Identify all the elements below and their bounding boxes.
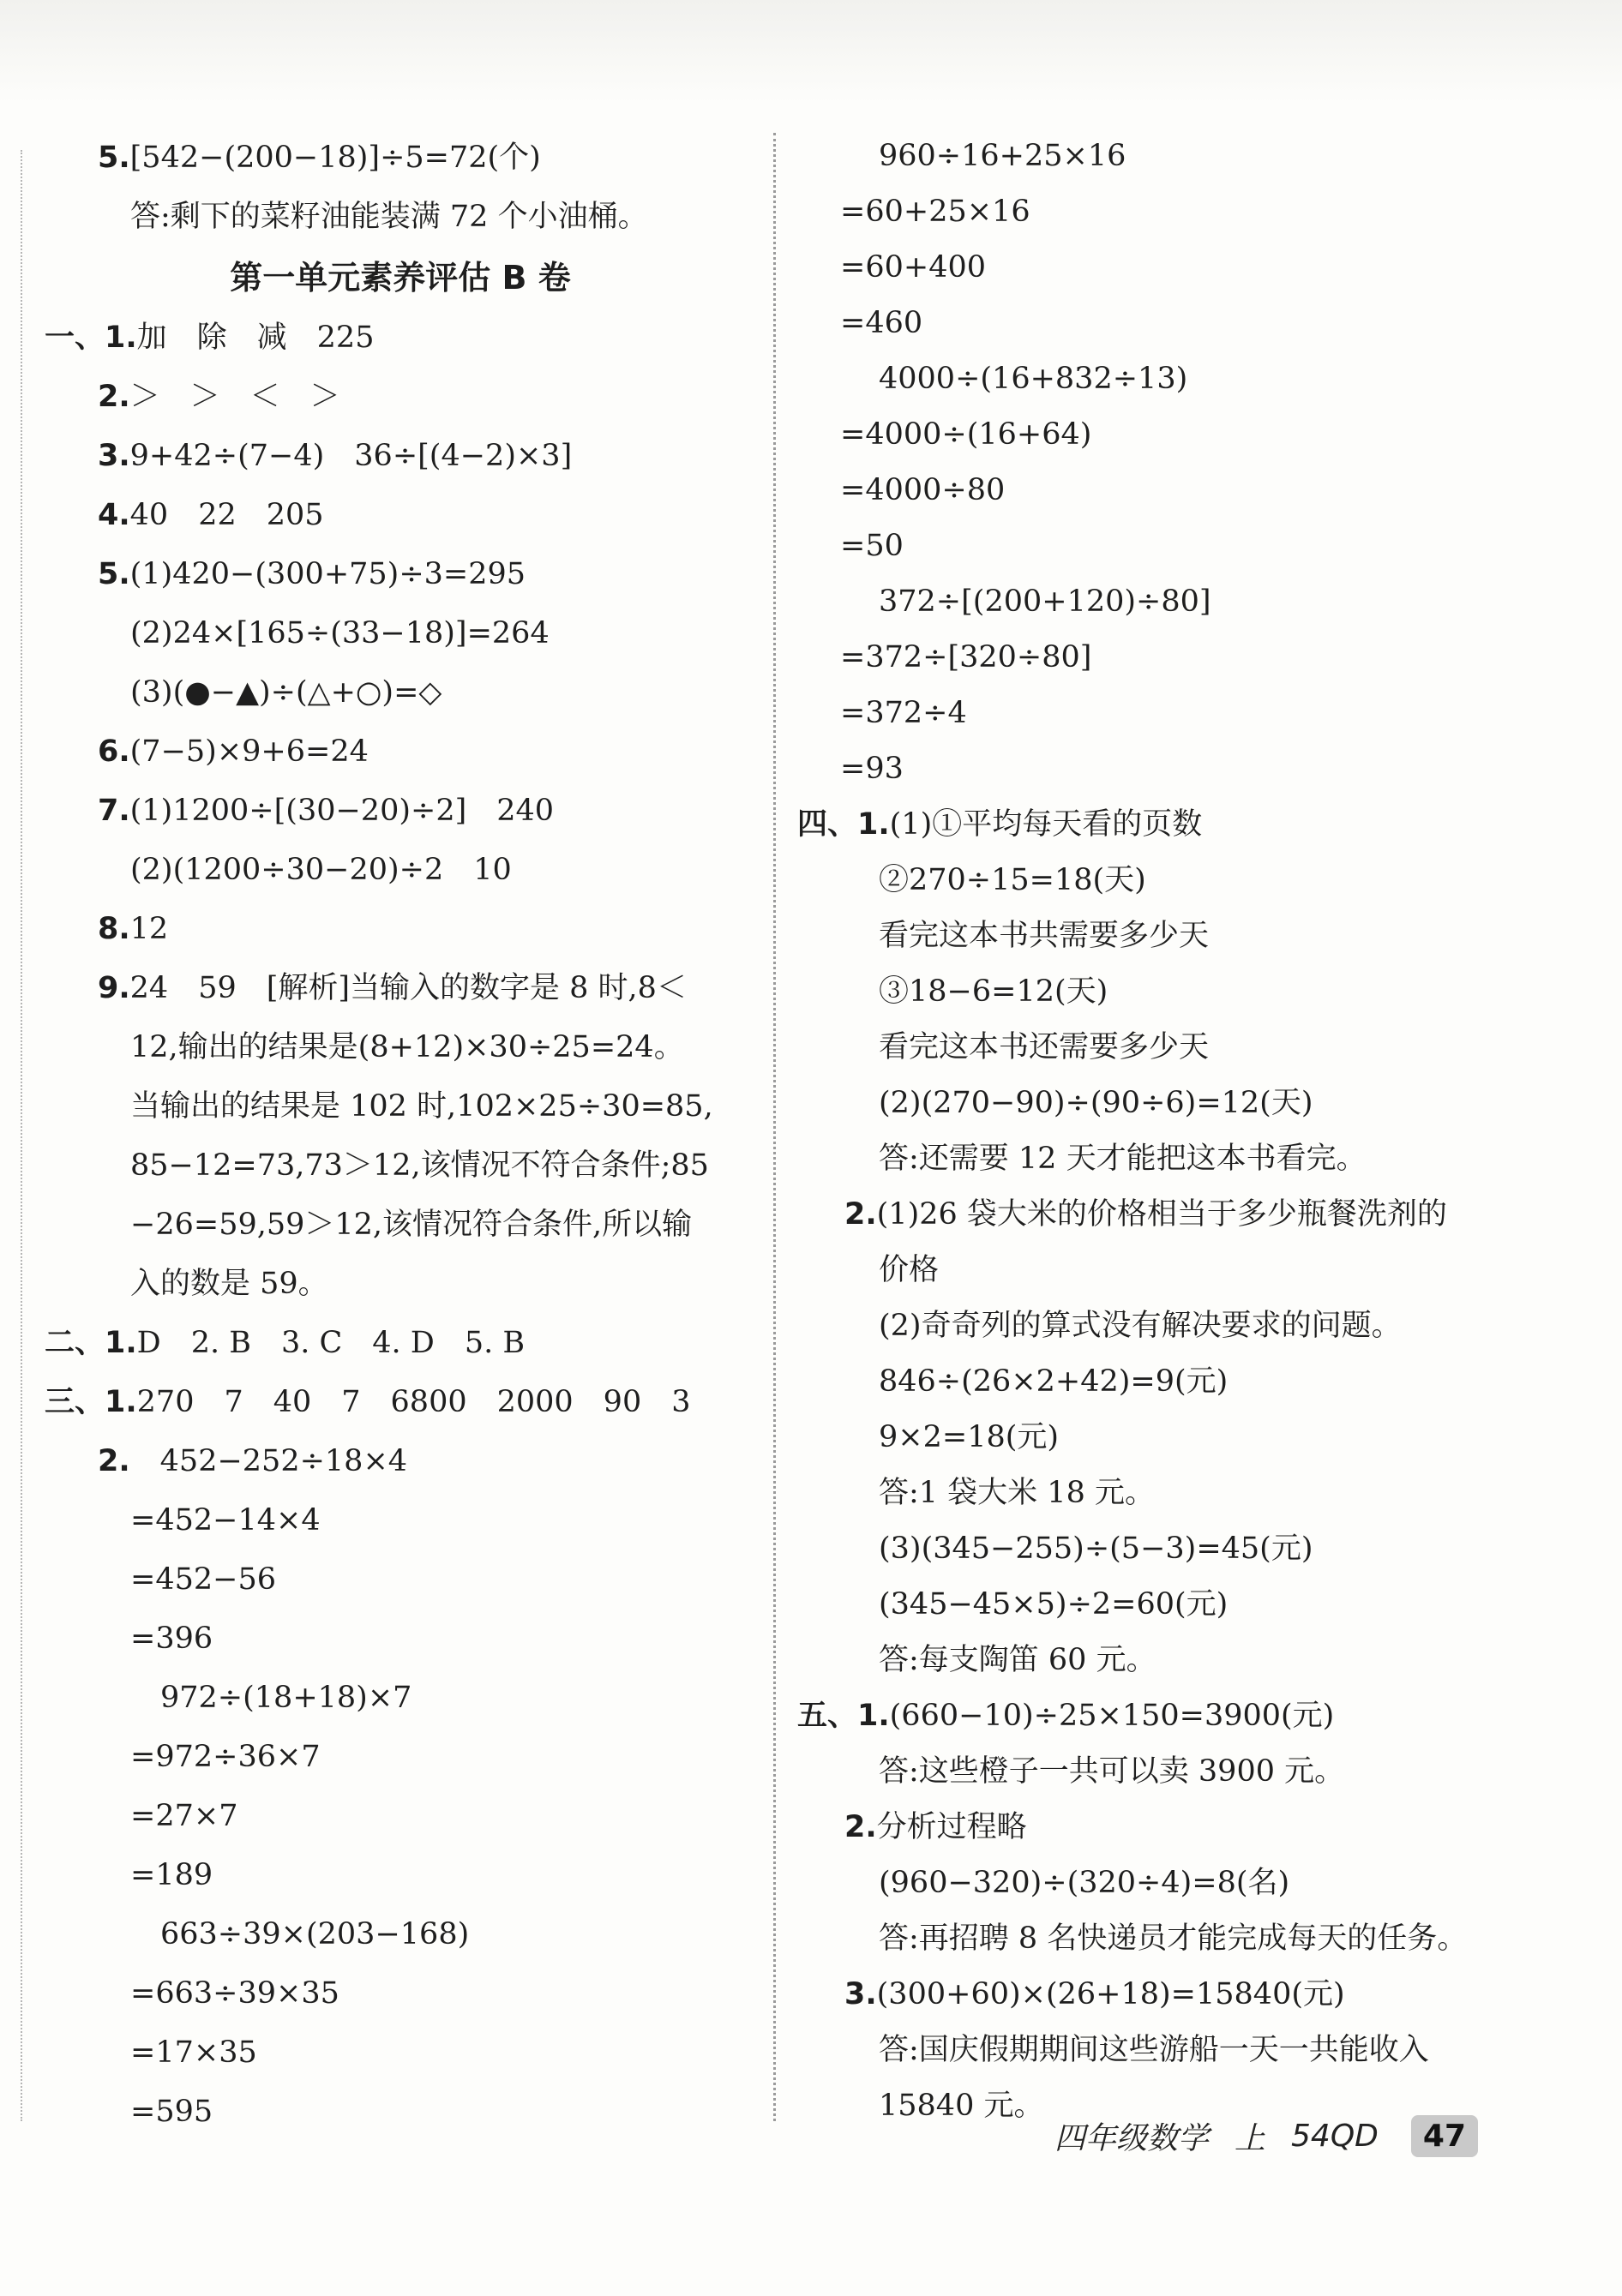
answer-line (45, 782, 756, 841)
answer-text: ③18−6=12(天) (879, 974, 1108, 1009)
answer-line (797, 1020, 1500, 1076)
answer-text: 846÷(26×2+42)=9(元) (879, 1364, 1229, 1399)
answer-text: =27×7 (130, 1799, 238, 1833)
answer-text: =372÷4 (840, 696, 967, 730)
answer-line (45, 959, 756, 1018)
answer-line (797, 1911, 1500, 1967)
answer-text: 15840 元。 (879, 2089, 1044, 2123)
answer-line (797, 908, 1500, 964)
answer-text: =972÷36×7 (130, 1740, 321, 1774)
answer-text: =460 (840, 306, 923, 340)
answer-line (797, 351, 1500, 407)
answer-text: 看完这本书还需要多少天 (879, 1030, 1210, 1064)
answer-text: (2)奇奇列的算式没有解决要求的问题。 (879, 1309, 1402, 1343)
answer-text: 价格 (879, 1253, 940, 1287)
answer-text: =595 (130, 2095, 213, 2129)
answer-text: 270 7 40 7 6800 2000 90 3 (136, 1385, 691, 1419)
answer-line (45, 309, 756, 368)
answer-text: 9×2=18(元) (879, 1420, 1060, 1454)
answer-text: 4000÷(16+832÷13) (879, 362, 1188, 396)
answer-line (45, 188, 756, 247)
item-number: 五、1. (797, 1699, 890, 1733)
answer-line (797, 1800, 1500, 1855)
answer-text: 答:1 袋大米 18 元。 (879, 1476, 1155, 1510)
answer-text: (7−5)×9+6=24 (129, 734, 369, 769)
answer-line (45, 722, 756, 782)
answer-line (797, 797, 1500, 853)
item-number: 8. (98, 912, 130, 946)
item-number: 2. (844, 1197, 877, 1232)
answer-text: (3)(●−▲)÷(△+○)=◇ (130, 675, 442, 710)
answer-text: 85−12=73,73＞12,该情况不符合条件;85 (130, 1148, 709, 1183)
section-heading: 第一单元素养评估 B 卷 (230, 259, 571, 297)
answer-text: 答:剩下的菜籽油能装满 72 个小油桶。 (130, 200, 648, 234)
answer-line (797, 1298, 1500, 1354)
answer-line (797, 2023, 1500, 2078)
item-number: 2. (844, 1810, 877, 1844)
answer-line (45, 1018, 756, 1077)
answer-line (45, 1846, 756, 1905)
item-number: 5. (98, 557, 130, 591)
item-number: 一、1. (45, 321, 137, 355)
answer-text: 9+42÷(7−4) 36÷[(4−2)×3] (129, 439, 573, 473)
answer-text: 663÷39×(203−168) (160, 1917, 470, 1951)
answer-text: 答:每支陶笛 60 元。 (879, 1643, 1156, 1677)
answer-line (797, 463, 1500, 519)
answer-text: 960÷16+25×16 (879, 139, 1126, 173)
answer-line (797, 407, 1500, 463)
answer-text: =60+25×16 (840, 195, 1030, 229)
answer-line (45, 900, 756, 959)
answer-text: =60+400 (840, 250, 986, 285)
answer-text: (660−10)÷25×150=3900(元) (889, 1699, 1335, 1733)
answer-line (797, 296, 1500, 351)
answer-line (797, 574, 1500, 630)
answer-text: 12,输出的结果是(8+12)×30÷25=24。 (130, 1030, 684, 1064)
footer-volume: 上 (1235, 2120, 1266, 2156)
answer-line (45, 368, 756, 427)
answer-text: (2)(1200÷30−20)÷2 10 (130, 853, 512, 887)
item-number: 6. (98, 734, 130, 769)
answer-line (797, 1521, 1500, 1577)
answer-line (797, 1744, 1500, 1800)
right-column (797, 129, 1500, 2134)
answer-text: (3)(345−255)÷(5−3)=45(元) (879, 1532, 1313, 1566)
answer-text: (1)1200÷[(30−20)÷2] 240 (129, 794, 555, 828)
answer-line (797, 686, 1500, 741)
answer-text: (1)①平均每天看的页数 (889, 807, 1203, 842)
answer-text: (960−320)÷(320÷4)=8(名) (879, 1866, 1290, 1900)
item-number: 3. (844, 1977, 877, 2011)
answer-text: 当输出的结果是 102 时,102×25÷30=85, (130, 1089, 713, 1124)
answer-text: [542−(200−18)]÷5=72(个) (129, 141, 541, 175)
answer-line (45, 1787, 756, 1846)
answer-text: (2)(270−90)÷(90÷6)=12(天) (879, 1086, 1313, 1120)
answer-text: 452−252÷18×4 (129, 1444, 408, 1478)
answer-line (45, 2023, 756, 2083)
answer-text: 12 (129, 912, 169, 946)
answer-text: ＞ ＞ ＜ ＞ (129, 380, 340, 414)
answer-line (45, 1669, 756, 1728)
answer-text: =4000÷(16+64) (840, 417, 1092, 452)
answer-text: 372÷[(200+120)÷80] (879, 584, 1211, 619)
answer-line (45, 2083, 756, 2142)
answer-line (45, 486, 756, 545)
answer-text: 看完这本书共需要多少天 (879, 919, 1210, 953)
answer-line (797, 1243, 1500, 1298)
answer-text: −26=59,59＞12,该情况符合条件,所以输 (130, 1208, 693, 1242)
answer-text: =50 (840, 529, 904, 563)
item-number: 9. (98, 971, 130, 1005)
answer-line (797, 1633, 1500, 1688)
answer-text: 加 除 减 225 (136, 321, 375, 355)
page-top-shading (0, 0, 1622, 103)
answer-text: =4000÷80 (840, 473, 1006, 507)
answer-text: 40 22 205 (129, 498, 324, 532)
answer-line (45, 1964, 756, 2023)
answer-text: =93 (840, 752, 904, 786)
answer-text: (345−45×5)÷2=60(元) (879, 1587, 1229, 1622)
binding-edge-dots (21, 150, 22, 2121)
answer-line (797, 964, 1500, 1020)
answer-line (797, 519, 1500, 574)
answer-line (45, 1491, 756, 1550)
answer-text: =396 (130, 1622, 213, 1656)
answer-line (797, 1688, 1500, 1744)
page-number: 47 (1411, 2115, 1478, 2157)
answer-line (797, 1131, 1500, 1187)
answer-line (45, 663, 756, 722)
item-number: 3. (98, 439, 130, 473)
answer-text: =17×35 (130, 2035, 257, 2070)
answer-text: 972÷(18+18)×7 (160, 1681, 412, 1715)
item-number: 三、1. (45, 1385, 137, 1419)
item-number: 四、1. (797, 807, 890, 842)
answer-line (45, 545, 756, 604)
answer-text: 入的数是 59。 (130, 1267, 328, 1301)
answer-text: (1)26 袋大米的价格相当于多少瓶餐洗剂的 (876, 1197, 1447, 1232)
answer-line (45, 604, 756, 663)
item-number: 5. (98, 141, 130, 175)
answer-line (45, 1728, 756, 1787)
answer-line (797, 1577, 1500, 1633)
answer-line (797, 1076, 1500, 1131)
answer-line (45, 1373, 756, 1432)
answer-line (797, 129, 1500, 184)
answer-line (797, 853, 1500, 908)
answer-line (45, 427, 756, 486)
answer-text: D 2. B 3. C 4. D 5. B (136, 1326, 526, 1360)
answer-text: 答:这些橙子一共可以卖 3900 元。 (879, 1754, 1345, 1789)
item-number: 2. (98, 380, 130, 414)
answer-line (797, 1967, 1500, 2023)
answer-line (45, 1432, 756, 1491)
answer-text: 分析过程略 (876, 1810, 1027, 1844)
answer-text: 答:还需要 12 天才能把这本书看完。 (879, 1142, 1367, 1176)
answer-line (45, 1196, 756, 1255)
item-number: 7. (98, 794, 130, 828)
item-number: 二、1. (45, 1326, 137, 1360)
left-column (45, 129, 756, 2142)
answer-text: =189 (130, 1858, 213, 1892)
answer-line (797, 741, 1500, 797)
answer-text: (2)24×[165÷(33−18)]=264 (130, 616, 550, 650)
footer-book-title: 四年级数学 (1054, 2120, 1210, 2156)
answer-line (797, 1410, 1500, 1466)
answer-text: =372÷[320÷80] (840, 640, 1092, 674)
answer-line (45, 1136, 756, 1196)
answer-line (45, 1550, 756, 1610)
answer-text: 答:国庆假期期间这些游船一天一共能收入 (879, 2033, 1429, 2067)
answer-line (45, 1610, 756, 1669)
answer-text: (300+60)×(26+18)=15840(元) (876, 1977, 1345, 2011)
answer-text: =452−56 (130, 1562, 276, 1597)
footer-code: 54QD (1291, 2118, 1379, 2154)
answer-text: 答:再招聘 8 名快递员才能完成每天的任务。 (879, 1921, 1468, 1956)
answer-text: =452−14×4 (130, 1503, 321, 1538)
item-number: 2. (98, 1444, 130, 1478)
answer-text: =663÷39×35 (130, 1976, 339, 2011)
answer-line (45, 1077, 756, 1136)
answer-line (45, 1314, 756, 1373)
answer-line (797, 1855, 1500, 1911)
answer-line (45, 1905, 756, 1964)
answer-line (45, 841, 756, 900)
answer-text: 24 59 [解析]当输入的数字是 8 时,8＜ (129, 971, 687, 1005)
answer-line (797, 240, 1500, 296)
answer-text: ②270÷15=18(天) (879, 863, 1146, 897)
answer-line (45, 129, 756, 188)
answer-line (45, 1255, 756, 1314)
item-number: 4. (98, 498, 130, 532)
answer-line (797, 630, 1500, 686)
answer-text: (1)420−(300+75)÷3=295 (129, 557, 526, 591)
answer-line (797, 184, 1500, 240)
answer-line (797, 1354, 1500, 1410)
answer-line (797, 1187, 1500, 1243)
answer-line (797, 1466, 1500, 1521)
page-footer (1054, 2110, 1478, 2161)
column-divider (773, 133, 776, 2121)
